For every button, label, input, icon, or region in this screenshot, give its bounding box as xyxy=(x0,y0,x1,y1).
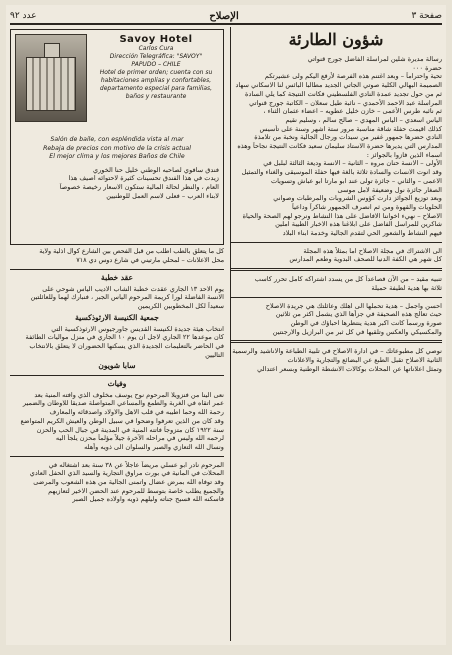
text-line: الثانية الاصلاح تقبل الطبع عن البضائع والتجارية والاعلانات xyxy=(287,356,442,365)
text-line: المدارس التي يديرها حضرة الاستاذ سليمان سعيد فكانت النتيجة نجاحاً وهذه xyxy=(237,142,442,151)
divider xyxy=(230,340,442,343)
engagement-article xyxy=(10,285,224,311)
hotel-name: Savoy Hotel xyxy=(119,34,193,45)
text-line: محل الاعلانات – لمحلي مارتيني في شارع دوس دي ٧١٨ xyxy=(76,256,224,264)
text-line: المرحوم نادر ابو عسلي مريضاً عاجلاً عن ٣٨ سنة بعد اشتغاله في xyxy=(48,460,224,469)
text-line: الأولى – الانسة حنان مروه – الثانية – الانسة وديعة الثالثة لبلبل في xyxy=(263,159,442,168)
divider xyxy=(230,242,442,243)
text-line: كل ما يتعلق بالطب اطلب من قبل الفحص بين الشارع كوال اذلية ولاية xyxy=(39,247,224,255)
text-line: النادي حضرها جمهور غفير من سيدات ورجال الجالية ونخبة من تلامذة xyxy=(254,133,442,142)
text-line: زيدت في هذا الفندق تحسينات كثيرة لاحتوائه اصيف هذا xyxy=(68,174,219,183)
church-article xyxy=(10,325,224,360)
text-line: وبعد توزيع الجوائز دارت كؤوس الشروبات والمرطبات وصواني xyxy=(273,194,442,203)
text-line: العام ، والنظر لحالة المالية ستكون الاسعار رخيصة خصوصاً xyxy=(59,183,219,192)
divider xyxy=(230,268,442,271)
text-line: الاصلاح – نهيء اخواننا الافاضل على هذا النشاط ونرجو لهم الصحة والحياة xyxy=(242,211,442,220)
text-line: والمكسيكي والعكس وتلقيها في كل ثبر من البرازيل والارجنتين xyxy=(272,327,442,336)
text-line: حيث تعالج هذه الصحيفة في جزأها الذي يشمل اكثر من ثلاثين xyxy=(275,310,442,319)
text-line: ثم من حول تجديد عمدة النادي الفلسطيني فكانت النتيجة كما يلي السادة xyxy=(245,89,442,98)
text-line: وقد انوت الانسات والسادة ثلاثة بالغة فيها حفلة الموسيقى والغناء والتمثيل xyxy=(241,168,442,177)
ad-top xyxy=(15,34,219,132)
text-line: يوم الاحد ١٣ الجاري عقدت خطبة الشاب الاديب الياس شوحي على xyxy=(42,284,224,293)
article-best-gift xyxy=(230,302,442,337)
text-line: لابناء العرب – فعلى لاسم العمل للوطنيين xyxy=(106,191,219,200)
text-line: فاسكنه الله فسيح جناته وليلهم ذويه واولاده جميل الصبر xyxy=(72,495,224,504)
text-line: تحية واحتراماً – وبعد اغتنم هذه الفرصة لأرفع اليكم ولى عشيرتكم xyxy=(264,72,442,81)
text-line: وقد كان من الذين تعرفوا وضحوا في سبيل الوطن والعيش الكريم المتواضع xyxy=(20,416,224,425)
text-line: Salón de baile, con espléndida vista al mar xyxy=(50,136,184,143)
text-line: صورة ورسماً كانت اكبر هدية ينتظرها احباؤك في الوطن xyxy=(290,318,442,327)
text-line: وقد توفاه الله بمرض عضال واتمنى الجالية من هذه الشعوب والمرضى xyxy=(33,478,224,487)
article-colony-news xyxy=(230,55,442,238)
text-line: احسن واجمل – هدية تحملها الى اهلك وعائلتك هي جريدة الاصلاح xyxy=(265,301,442,310)
text-line: رحمة الله وحما اطيبه في قلب الاهل والاولاد واصدقائه والمعارف xyxy=(49,408,224,417)
ad-spanish-lines xyxy=(15,136,219,162)
text-line: المحلات في المانية في بورت مراوق التجارية والسيد الذي الحفل العادي xyxy=(29,469,224,478)
text-line: اسماء الذين فازوا بالجوائز : xyxy=(366,150,442,159)
text-line: انتخاب هيئة جديدة لكنيسة القديس جاورجيوس الارثوذكسية التي xyxy=(51,324,224,333)
text-line: El mejor clima y los mejores Baños de Chile xyxy=(49,153,185,160)
section-heading: جمعية الكنيسة الارثوذكسية xyxy=(75,312,159,322)
right-column xyxy=(230,27,442,641)
text-line: الحلويات والقهوة ومن ثم انصرف الجمهور شاكراً وداعياً xyxy=(291,202,442,211)
obituary-article xyxy=(10,391,224,452)
hotel-telegraph: Dirección Telegráfica: "SAVOY" xyxy=(109,52,203,60)
obituary-article-2 xyxy=(10,461,224,505)
text-line: الاعمى – والثاني – جائزة تولى عند ابو مارتا ابو عباش وتسويات xyxy=(270,176,442,185)
text-line: والجميع يطلب خاصة بتوسط للمرحوم عند الحضن الاخير لتعازيهم xyxy=(48,486,224,495)
text-line: فندق سافوي لصاحبه الوطني خليل حنا الخوري xyxy=(92,165,219,174)
ad-info xyxy=(93,34,219,132)
text-line: رسالة مديرة شلين لمراسلة الفاضل جورج قنواتي xyxy=(307,55,442,63)
article-gift-notice xyxy=(230,275,442,292)
newspaper-page xyxy=(6,5,446,645)
section-heading: وفيات xyxy=(107,379,127,389)
text-line: ثم نائبه طرس الأعمى – خازن خليل عطويه – اعضاء عثمان الثناء ، xyxy=(263,107,442,116)
text-line: الى الاشتراك في مجلة الاصلاح اما بمثلاً هذه المجلة xyxy=(303,246,442,255)
building-shape xyxy=(26,57,76,111)
divider xyxy=(10,269,224,270)
text-line: كان موعدها ٢٢ الجاري لاجل ان يوم ١٠ الجاري في منزل مواليات الطائفة xyxy=(25,333,224,342)
hotel-owner: Carlos Cura xyxy=(138,44,174,52)
ad-arabic-lines xyxy=(15,166,219,201)
text-line: وتمثل اعلاناتها عن المحلات بوكالات الانشطة الوطنية وبسعر اعتدالي xyxy=(257,364,442,373)
text-line: عمر اتقاه في الغربة والطمع والمساعي المتواصلة صديقا للاوطان والضمير xyxy=(22,399,224,408)
text-line: Rebaja de precios con motivo de la crisis actual xyxy=(43,144,191,152)
section-heading: عقد خطبة xyxy=(101,273,133,282)
text-line: ونسال الله التعازي والصبر والسلوان الى ذويه وأهله xyxy=(84,442,224,451)
left-column xyxy=(10,27,224,641)
text-line: لرحمه الله وليس في مراحله الآخرة جيلاً مؤلماً محزن يلجأ اليه xyxy=(55,434,224,443)
ad-strip xyxy=(10,247,224,265)
text-line: التاليين xyxy=(205,350,224,359)
subscription-notice xyxy=(230,247,442,264)
text-line: المراسلة عبد الاحمد الأحمدي – نائبة طيل سعلان – الكاتبة جورج قنواتي xyxy=(249,98,442,107)
text-line: سعيداً لكل المخطوبين الكريمين xyxy=(137,302,224,311)
page-number: صفحة ٣ xyxy=(411,11,442,21)
hotel-advertisement xyxy=(10,29,224,245)
page-header xyxy=(10,9,442,25)
text-line: الصميمة البهالي الكلية صوتي الجاتي الجديد مطالبا البائس لنا الاسكاني سهاد xyxy=(235,81,442,90)
article-signature: سابا شويون xyxy=(98,361,136,371)
text-line: في الحاضر بالتعليمات الجديدة الذي يسكنها الحضوران لا يتعلق بالانتخاب xyxy=(29,341,224,350)
text-line: سنة ١٩٢٢ كان متزوجاً فاتته المنية في المدينة في جبال الحب والحزن xyxy=(36,425,224,434)
divider xyxy=(10,375,224,376)
text-line: كل شهر هي الكفة الدنيا للصحف البدوية وطعم المدارس xyxy=(289,255,442,264)
divider xyxy=(10,456,224,457)
section-title: شؤون الطارئة xyxy=(288,30,384,49)
masthead-name: الإصلاح xyxy=(209,10,239,22)
text-line: نعى الينا من فنزويلا المرحوم نوح يوسف مخلوف الذي وافته المنية بعد xyxy=(34,390,224,399)
text-line: كذلك اقيمت حفلة شاقة مناسبة مرور ستة اشهر وسنة على تأسيس xyxy=(259,124,442,133)
text-line: فيهم النشاط والشعور الحي لتقدم الجالية وخدمة ابناء البلاد xyxy=(282,229,442,238)
text-line: حضرة ٠٠٠ xyxy=(412,63,442,72)
text-line: الانسة الفاضلة لورا كريمة المرحوم الياس الجبر ، فنبارك لهما وللعائلتين xyxy=(30,293,224,302)
text-line: الصغار جائزة نول وضعيفة لامل موسى xyxy=(337,185,442,194)
article-printing-services xyxy=(230,347,442,373)
text-line: نوصي كل مطبوعاتك – في ادارة الاصلاح في تلبية الطباعة والاناشيد والرسمية xyxy=(232,347,442,356)
text-line: تنبيه مقيد – من الآن فصاعداً كل من يسدد اشتراكه كامل تحرر كاسب xyxy=(254,275,442,284)
hotel-building-image xyxy=(15,34,87,122)
hotel-location: PAPUDO – CHILE xyxy=(131,60,181,68)
hotel-description: Hotel de primer orden; cuenta con su habitaciones amplias y confortables, departamento especial para familias, baños y restaurante xyxy=(99,68,213,100)
issue-number: عدد ٩٢ xyxy=(10,11,37,21)
text-line: شاكرين للمراسل الفاضل على ابلاغنا هذه الاخبار الطيبة املين xyxy=(275,220,442,229)
text-line: الياس اسعدي – الياس المهدي – صالح سالم ، وسليم نقيم xyxy=(285,115,442,124)
text-line: ثلاثة بها هدية لطيفة حميلة xyxy=(371,283,442,292)
divider xyxy=(230,297,442,298)
